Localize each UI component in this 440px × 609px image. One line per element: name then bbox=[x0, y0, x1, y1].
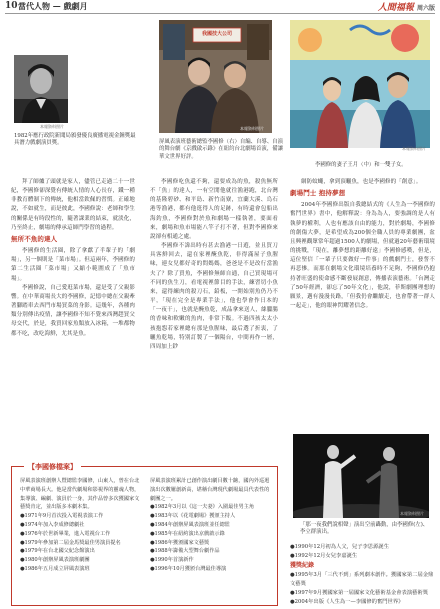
family-image bbox=[290, 20, 430, 148]
article-column-2 bbox=[150, 178, 278, 352]
crosstalk-image bbox=[293, 434, 429, 518]
award-list bbox=[290, 543, 435, 607]
col1-para-2: 李國修的生活圈，除了拿獻了半輩子的「劇場」，另一個則是「菜市場」。但這兩年，李國修的第二生活圈「菜市場」又縮小範圍成了「魚市場」。 bbox=[11, 248, 135, 282]
article-column-1 bbox=[11, 178, 135, 339]
col1-para-3: 李國修說，自己愛逛菜市場，還是受了父親影響。在中華商場長大的李國修，記憶中總在父親牽著腳踏車去西門市場買菜的身影。這幾年，各種肉類分別傳出疫情，讓李國修不知不覺來西灣趕買父母交代，於是，我買回家魚類放入冰箱，一堆都物都不吃，改吃海鮮，尤其是魚。 bbox=[11, 284, 135, 337]
photo1-caption: 1982年應行政院新聞局頒發優良廣播電視金鐘獎最具潛力戲劇演員獎。 bbox=[14, 133, 136, 147]
col3-para-2: 2004年李國修出版自我總結式的《人生為一李國修的奮鬥世界》書中，他解釋說：身為為人，要強調的是人有執夢的權利，人也有應該自由的能力，對於劇場，李國修的創傷大夢，是希望成為200個全職人員的專業劇團，盆且興裡觀眾常年超過1500人的劇場，但就過20年藝術環境的挑戰，「現在，離夢想的距離好遠」李國修感嘆，但是，這位堅信「一輩子只要做好一件事」的戲劇門士，發誓不再悲慘。而那在劇場文化環境培養時不足夠，李國修仍抱持著旺盛的使命感不斷發展創意，傳播表演藝術。「台灣走了50年經濟，卻忘了50年文化」，他說，菲斯劇團理想的願景，邁有漫漫長路，「但我仍會繼續走，也會帶著一群人一起走」，他的眼神閃耀著信念。 bbox=[290, 202, 435, 310]
col2-para-2: 李國修不諱出時有甚去漁港一日遊，並且買刀具客鮮回去，還在家裡醃魚乾，非得滿屋子魚腥味，連女兒都好奇的問媽媽，爸爸是不是改行當漁夫了？除了買魚，李國修無師自通，自己買現場可不同的魚生刀，看電視裡節目的手法，練習切小魚來，還得練肉的殺刀石，鉛板，一開始別魚仍乃不平，「現在完全是專業手法」，他也學會作日本的「一夜干」，也就是醃魚乾，成品拿來送人，絲臘腸的香味和軟嫩的魚肉，非常下飯。不過四孩太太小孩抱怨若家裡總有那是魚腥味，最后選了折衷，了曬魚乾場，特別訂製了一個陽台，中間再作一層，四周加上鈔 bbox=[150, 243, 278, 350]
photo-portrait bbox=[14, 55, 68, 123]
brand-sub: 周六版 bbox=[416, 5, 435, 12]
col1-subheading: 無所不魚的達人 bbox=[11, 234, 58, 243]
photo4-credit: 本報資料照片 bbox=[400, 511, 424, 516]
sidebar-title: 【李國修檔案】 bbox=[24, 462, 81, 472]
photo-family bbox=[290, 20, 430, 148]
profile-sidebar bbox=[11, 462, 278, 606]
sidebar-column-b: 屏風表演班累計已創作演出劇目數十齣，國內外巡迴演出次數屢創新高，堪稱台灣現代劇場最具代表性的劇團之一。 ●1982年3月以《這一夫妻》入圍最佳男主角 ●1983年以《花電劇場》獲頒主持人 ●1984年創辦屏風表演班並任總監 ●1985年在紐約演出京戲啟示錄 ●1986年獲頒國家文藝獎 ●1988年籌備大型舞台劇作品 ●1990年首演新作 ●1996年10月獲頒台灣最佳導演 bbox=[150, 478, 270, 572]
photo1-credit: 本報資料照片 bbox=[40, 124, 64, 129]
section-title: 當代人物 — 戲劇月 bbox=[18, 1, 88, 11]
col2-para-1: 李國修吃魚還不夠，還要成為的魚，殺魚無所不「魚」的達人，一有空閒他就往漁港跑，北台灣的基隆碧砂、和平島、新竹南寮，宜蘭大溪、烏石港等漁港，都有他逛得人的足跡，有時還會包船出海釣魚，李國修對於魚和劇場一樣執著，要面看來，劇場和魚市場能八竿子打不著，但對李國修來說卻有相通之處。 bbox=[150, 179, 278, 240]
award-item: ●2004年出版《人生為一—李國修的奮鬥世界》 bbox=[290, 599, 404, 606]
article-column-3 bbox=[290, 178, 435, 428]
portrait-image bbox=[14, 55, 68, 123]
photo-two-men bbox=[159, 20, 272, 133]
header-rule bbox=[5, 13, 435, 14]
sidebar-column-a: 屏風表演班創辦人暨總監李國修，山東人，曾在台北中華商場長大。他是當代劇場和影視界的靈魂人物，集導演、編劇、演員於一身，其作品曾多次獲國家文藝獎肯定，並出版多本劇本集。 ●1971年9月首次投入電視表演工作 ●1974年加入李成修總劇社 ●1976年於世新畢業，進入電視台工作 ●1979年參加第二屆金馬獎最佳男演員提名 ●1979年在台北國父紀念館演出 ●1980年創辦屏風表演班劇團 ●1986年五月成立屏風表演班 bbox=[20, 478, 140, 572]
photo3-caption: 李國修的妻子王月（中）和一雙子女。 bbox=[315, 162, 407, 168]
col3-subheading: 劇場鬥士 抱持夢想 bbox=[290, 189, 346, 198]
photo4-caption: 「那一夜我們說相聲」演出空前轟動，由李國修(左)、李立群演出。 bbox=[300, 522, 429, 536]
brand-name: 人間福報 bbox=[377, 3, 414, 13]
award-item: ●1990年12月初為人父，兒子李思源誕生 bbox=[290, 544, 389, 550]
photo3-credit: 本報資料照片 bbox=[402, 146, 426, 151]
page-number: 10 bbox=[5, 1, 18, 11]
company-sign: 我國技大公司 bbox=[201, 31, 232, 37]
col3-para-1: 網防蚊蠅，拿到頂曬魚，也是李國修的「創意」。 bbox=[301, 179, 422, 185]
award-item: ●1995年3月「三代不到」系列劇本創作。獲國家第二屆金鼎文藝獎 bbox=[290, 571, 434, 587]
col1-para-1: 拜了師爐了頭就是家人，儘管已走過二十一世紀，李國修卻深覺有傳統人情的人心長存，鐵一種非教育體制下的傳統，他相當欽佩的習慣。正確地說，不如就生，而是彼此，李國修說：老師和學生的關係是有時段性的，隨著課業的結束，就淡化，乃至終止，劇場的傳承這師門學習的過程。 bbox=[11, 179, 135, 231]
award-heading: 獲獎紀錄 bbox=[290, 562, 315, 570]
brand-logo bbox=[378, 0, 435, 13]
photo2-caption: 屏風表演班藝術總監李國修（右）自編、自導、自演的舞台劇《京戲啟示錄》在紐約台北劇場首演，備讓華文世界好評。 bbox=[159, 139, 283, 160]
award-item: ●1992年12月女兒李嘉誕生 bbox=[290, 553, 358, 560]
award-item: ●1997年9月獲國家第一屆國家文化藝術基金會表演藝術獎 bbox=[290, 590, 429, 597]
page-header bbox=[0, 0, 440, 12]
photo-crosstalk bbox=[293, 434, 429, 518]
photo2-credit: 本報資料照片 bbox=[240, 126, 264, 131]
